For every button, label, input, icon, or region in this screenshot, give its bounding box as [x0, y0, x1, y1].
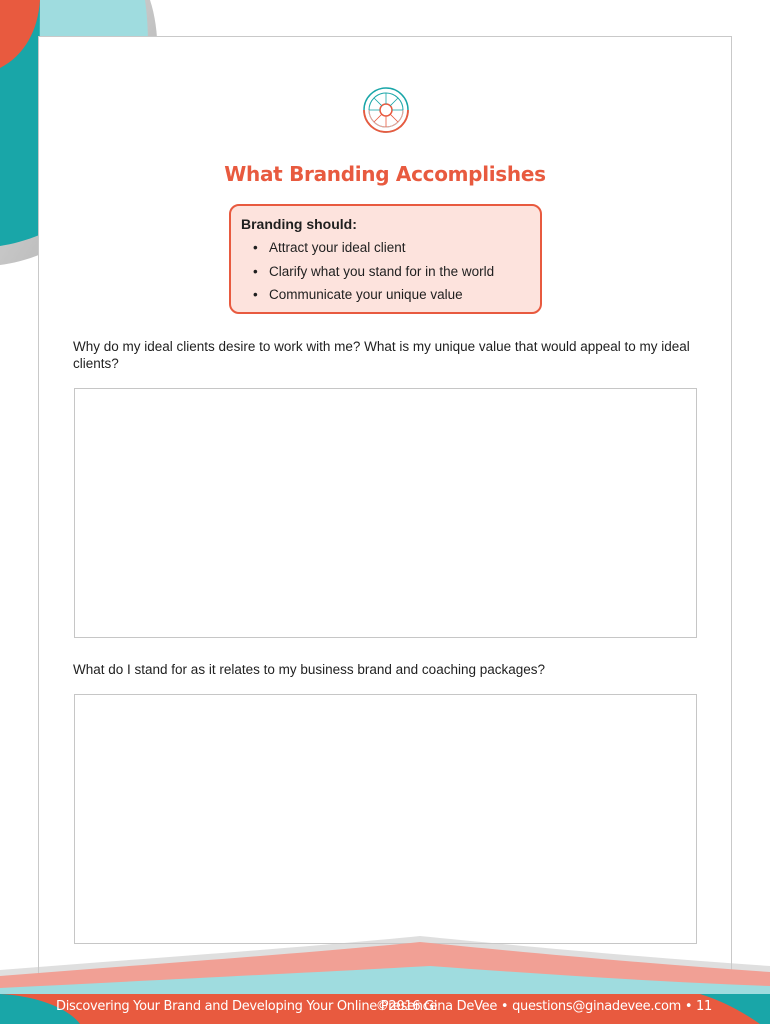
callout-list — [241, 236, 530, 307]
callout-heading: Branding should: — [241, 216, 357, 232]
list-item-text: Communicate your unique value — [269, 287, 463, 302]
list-item-text: Attract your ideal client — [269, 240, 406, 255]
question-2: What do I stand for as it relates to my business brand and coaching packages? — [73, 662, 546, 677]
bullet-icon: • — [253, 263, 258, 279]
bullet-icon: • — [253, 287, 258, 302]
circular-mandala-logo-icon — [361, 85, 411, 135]
worksheet-page — [38, 36, 732, 987]
page-footer — [0, 996, 770, 1018]
bullet-icon: • — [253, 240, 258, 255]
list-item — [253, 260, 530, 284]
footer-title: Discovering Your Brand and Developing Your Online Presence — [56, 999, 438, 1014]
answer-box-1[interactable] — [74, 388, 697, 638]
footer-copyright: ©2016 Gina DeVee • questions@ginadevee.com • 11 — [375, 999, 712, 1014]
list-item — [253, 283, 530, 307]
page-title: What Branding Accomplishes — [224, 162, 546, 186]
list-item — [253, 236, 530, 260]
question-1: Why do my ideal clients desire to work with me? What is my unique value that would appeal to my ideal clients? — [73, 339, 690, 371]
answer-box-2[interactable] — [74, 694, 697, 944]
list-item-text: Clarify what you stand for in the world — [269, 263, 495, 279]
branding-callout-box — [229, 204, 542, 314]
